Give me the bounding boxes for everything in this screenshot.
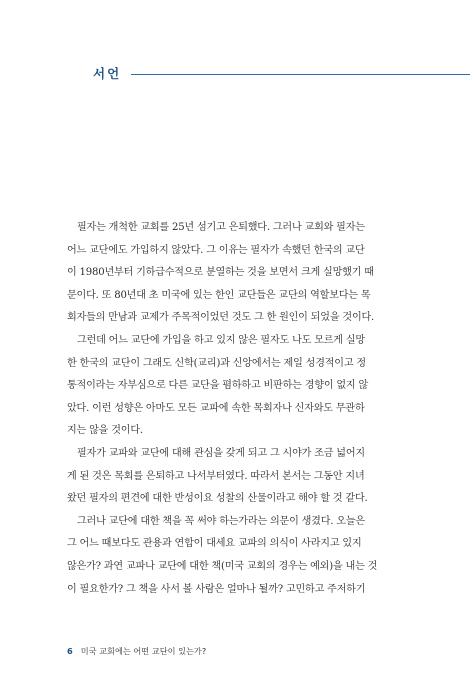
text-line: 어느 교단에도 가입하지 않았다. 그 이유는 필자가 속했던 한국의 교단 <box>67 244 365 256</box>
text-line: 회자들의 만남과 교제가 주목적이었던 것도 그 한 원인이 되었을 것이다. <box>67 312 375 324</box>
section-title: 서언 <box>93 66 122 81</box>
text-line: 지는 않을 것이다. <box>67 425 143 437</box>
running-title: 미국 교회에는 어떤 교단이 있는가? <box>80 646 207 656</box>
text-line: 한 한국의 교단이 그래도 신학(교리)과 신앙에서는 제일 성경적이고 정 <box>67 357 366 369</box>
text-line: 문이다. 또 80년대 초 미국에 있는 한인 교단들은 교단의 역할보다는 목 <box>67 289 371 301</box>
body-text <box>67 217 407 601</box>
text-line: 그 어느 때보다도 관용과 연합이 대세요 교파의 의식이 사라지고 있지 <box>67 538 362 550</box>
text-line: 필자는 개척한 교회를 25년 섬기고 은퇴했다. 그러나 교회와 필자는 <box>77 222 365 233</box>
text-line: 통적이라는 자부심으로 다른 교단을 폄하하고 비판하는 경향이 없지 않 <box>67 380 369 392</box>
paragraph <box>67 217 407 330</box>
text-line: 이 1980년부터 기하급수적으로 분열하는 것을 보면서 크게 실망했기 때 <box>67 267 374 279</box>
text-line: 필자가 교파와 교단에 대해 관심을 갖게 되고 그 시야가 조금 넓어지 <box>77 447 365 459</box>
text-line: 않은가? 과연 교파나 교단에 대한 책(미국 교회의 경우는 예외)을 내는 것 <box>67 560 378 572</box>
text-line: 그러나 교단에 대한 책을 꼭 써야 하는가라는 의문이 생겼다. 오늘은 <box>77 515 365 527</box>
paragraph <box>67 443 407 511</box>
page-footer <box>67 644 206 658</box>
text-line: 왔던 필자의 편견에 대한 반성이요 성찰의 산물이라고 해야 할 것 같다. <box>67 493 368 505</box>
text-line: 게 된 것은 목회를 은퇴하고 나서부터였다. 따라서 본서는 그동안 지녀 <box>67 470 365 482</box>
text-line: 그런데 어느 교단에 가입을 하고 있지 않은 필자도 나도 모르게 실망 <box>77 334 365 346</box>
text-line: 이 필요한가? 그 책을 사서 볼 사람은 얼마나 될까? 고민하고 주저하기 <box>67 583 366 595</box>
section-header <box>93 64 470 86</box>
paragraph <box>67 511 407 601</box>
section-divider <box>131 74 470 75</box>
paragraph <box>67 330 407 443</box>
text-line: 았다. 이런 성향은 아마도 모든 교파에 속한 목회자나 신자와도 무관하 <box>67 402 365 414</box>
page-number: 6 <box>67 646 73 656</box>
